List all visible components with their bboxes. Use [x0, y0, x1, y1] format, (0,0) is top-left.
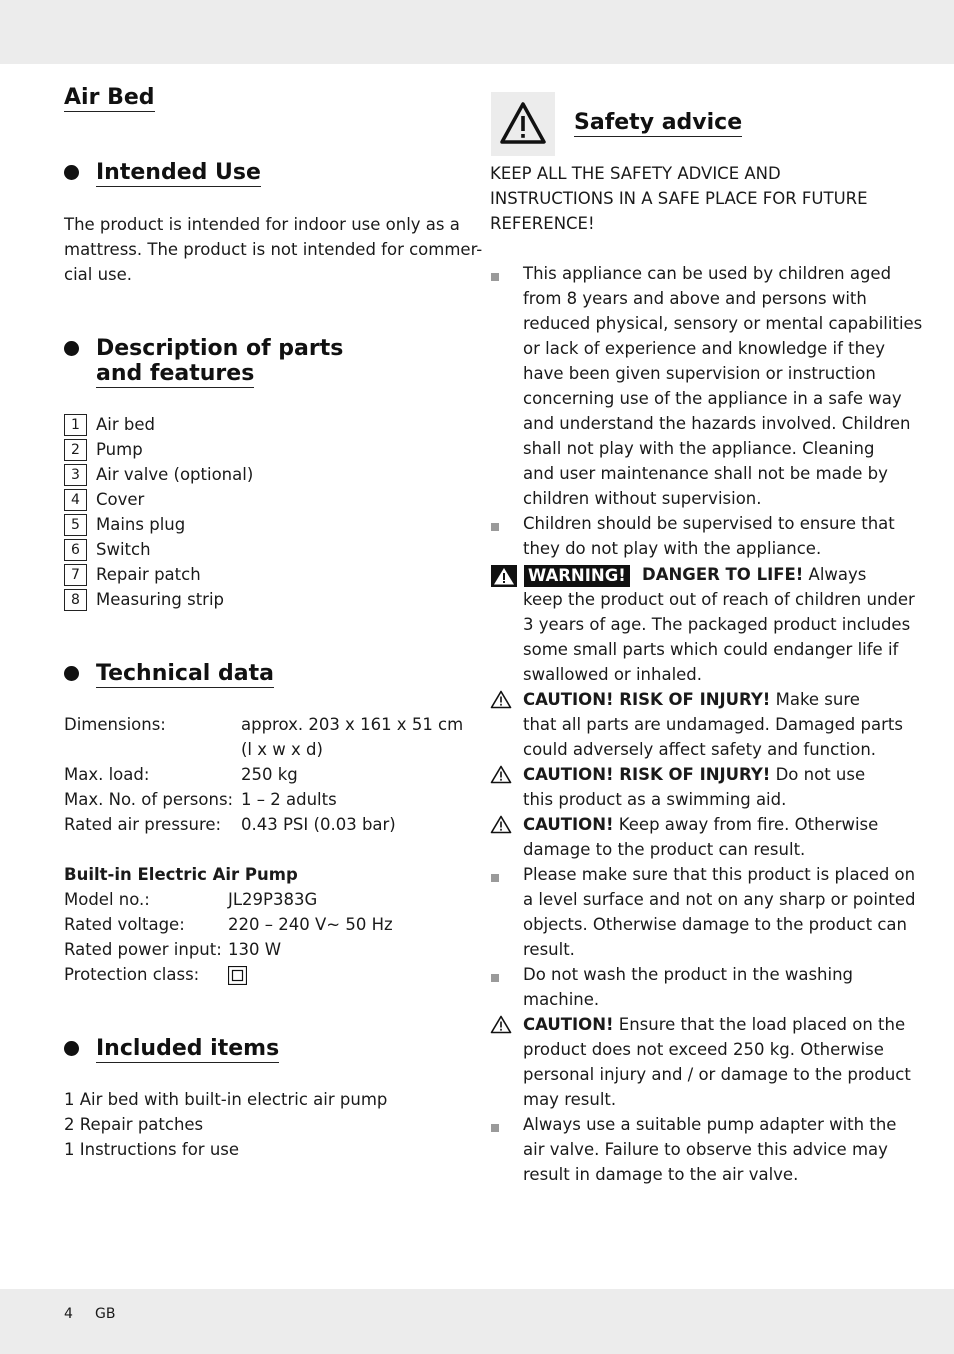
caution-first: Make sure — [775, 690, 860, 709]
part-label: Air bed — [96, 415, 155, 434]
safety-line: they do not play with the appliance. — [523, 539, 822, 558]
description-heading — [96, 336, 343, 361]
safety-line: keep the product out of reach of children under — [523, 590, 915, 609]
intended-use-line: The product is intended for indoor use only as a — [64, 215, 460, 234]
pump-label: Model no.: — [64, 890, 150, 909]
list-bullet-icon — [491, 273, 499, 281]
part-label: Mains plug — [96, 515, 186, 534]
list-bullet-icon — [491, 874, 499, 882]
part-number: 3 — [64, 464, 87, 486]
intended-use-heading — [96, 160, 261, 185]
safety-line: a level surface and not on any sharp or pointed — [523, 890, 916, 909]
tech-label: Rated air pressure: — [64, 815, 222, 834]
safety-line: from 8 years and above and persons with — [523, 289, 867, 308]
safety-line: product does not exceed 250 kg. Otherwise — [523, 1040, 884, 1059]
part-number: 1 — [64, 414, 87, 436]
part-number: 5 — [64, 514, 87, 536]
tech-label: Dimensions: — [64, 715, 166, 734]
caution-triangle-icon — [490, 815, 512, 834]
tech-value: 1 – 2 adults — [241, 790, 337, 809]
safety-line: Do not wash the product in the washing — [523, 965, 854, 984]
intended-use-heading-text: Intended Use — [96, 160, 261, 185]
safety-line: damage to the product can result. — [523, 840, 806, 859]
bullet-icon — [64, 666, 79, 681]
included-heading-text: Included items — [96, 1036, 280, 1061]
tech-value: 0.43 PSI (0.03 bar) — [241, 815, 396, 834]
pump-label: Rated power input: — [64, 940, 222, 959]
caution-triangle-icon — [490, 690, 512, 709]
tech-label: Max. load: — [64, 765, 150, 784]
warning-label: WARNING! — [524, 565, 630, 587]
caution-first: Ensure that the load placed on the — [618, 1015, 906, 1034]
safety-line: could adversely affect safety and function. — [523, 740, 877, 759]
part-label: Pump — [96, 440, 143, 459]
protection-class-ii-icon — [228, 966, 247, 985]
safety-intro-line: KEEP ALL THE SAFETY ADVICE AND — [490, 164, 781, 183]
safety-line: objects. Otherwise damage to the product can — [523, 915, 907, 934]
pump-value: 130 W — [228, 940, 282, 959]
list-bullet-icon — [491, 523, 499, 531]
caution-triangle-icon — [490, 765, 512, 784]
included-item: 2 Repair patches — [64, 1115, 204, 1134]
caution-text: CAUTION! — [523, 815, 614, 834]
warning-badge-icon — [491, 565, 517, 587]
included-item: 1 Instructions for use — [64, 1140, 240, 1159]
safety-line: shall not play with the appliance. Cleaning — [523, 439, 875, 458]
safety-line: Children should be supervised to ensure that — [523, 514, 895, 533]
page-title — [64, 85, 155, 110]
safety-warning-box — [491, 92, 555, 156]
part-label: Measuring strip — [96, 590, 225, 609]
tech-value: (l x w x d) — [241, 740, 323, 759]
safety-line-start — [523, 762, 865, 787]
safety-line: some small parts which could endanger life if — [523, 640, 899, 659]
tech-label: Max. No. of persons: — [64, 790, 234, 809]
safety-line: personal injury and / or damage to the product — [523, 1065, 911, 1084]
list-bullet-icon — [491, 1124, 499, 1132]
part-label: Repair patch — [96, 565, 201, 584]
part-number: 7 — [64, 564, 87, 586]
part-number: 8 — [64, 589, 87, 611]
pump-label: Protection class: — [64, 965, 200, 984]
safety-line: result in damage to the air valve. — [523, 1165, 799, 1184]
safety-line-start — [523, 1012, 905, 1037]
safety-line: concerning use of the appliance in a safe way — [523, 389, 902, 408]
safety-heading — [574, 110, 742, 135]
danger-first: Always — [808, 565, 867, 584]
intended-use-line: cial use. — [64, 265, 133, 284]
bullet-icon — [64, 1041, 79, 1056]
part-label: Cover — [96, 490, 145, 509]
pump-value: JL29P383G — [228, 890, 318, 909]
included-item: 1 Air bed with built-in electric air pump — [64, 1090, 388, 1109]
safety-line: this product as a swimming aid. — [523, 790, 787, 809]
part-number: 4 — [64, 489, 87, 511]
safety-line: that all parts are undamaged. Damaged parts — [523, 715, 903, 734]
description-heading-line2: and features — [96, 361, 255, 386]
safety-line: and understand the hazards involved. Children — [523, 414, 911, 433]
intended-use-line: mattress. The product is not intended for commer- — [64, 240, 483, 259]
safety-line: machine. — [523, 990, 600, 1009]
safety-line: Please make sure that this product is placed on — [523, 865, 916, 884]
technical-heading-text: Technical data — [96, 661, 274, 686]
safety-intro-line: INSTRUCTIONS IN A SAFE PLACE FOR FUTURE — [490, 189, 868, 208]
caution-text: CAUTION! — [523, 1015, 614, 1034]
part-label: Air valve (optional) — [96, 465, 254, 484]
safety-line: children without supervision. — [523, 489, 762, 508]
danger-text: DANGER TO LIFE! — [642, 565, 804, 584]
description-heading-2 — [96, 361, 254, 386]
caution-text: CAUTION! RISK OF INJURY! — [523, 690, 771, 709]
safety-line: 3 years of age. The packaged product includes — [523, 615, 911, 634]
footer-band — [0, 1289, 954, 1354]
safety-line: This appliance can be used by children aged — [523, 264, 892, 283]
page-title-text: Air Bed — [64, 85, 155, 110]
page-language: GB — [95, 1306, 116, 1322]
page-number: 4 — [64, 1306, 73, 1322]
caution-triangle-icon — [490, 1015, 512, 1034]
tech-value: approx. 203 x 161 x 51 cm — [241, 715, 464, 734]
safety-line: or lack of experience and knowledge if they — [523, 339, 885, 358]
safety-line: may result. — [523, 1090, 617, 1109]
pump-heading: Built-in Electric Air Pump — [64, 865, 298, 884]
safety-line: and user maintenance shall not be made by — [523, 464, 888, 483]
pump-value: 220 – 240 V~ 50 Hz — [228, 915, 393, 934]
safety-line: reduced physical, sensory or mental capabilities — [523, 314, 923, 333]
safety-line: have been given supervision or instruction — [523, 364, 876, 383]
description-heading-line1: Description of parts — [96, 336, 344, 361]
safety-line: swallowed or inhaled. — [523, 665, 703, 684]
safety-intro-line: REFERENCE! — [490, 214, 595, 233]
header-band — [0, 0, 954, 64]
tech-value: 250 kg — [241, 765, 298, 784]
part-number: 6 — [64, 539, 87, 561]
caution-first: Keep away from fire. Otherwise — [618, 815, 879, 834]
caution-first: Do not use — [775, 765, 866, 784]
safety-heading-text: Safety advice — [574, 110, 743, 135]
bullet-icon — [64, 341, 79, 356]
safety-line: Always use a suitable pump adapter with the — [523, 1115, 897, 1134]
pump-label: Rated voltage: — [64, 915, 185, 934]
safety-line-start — [523, 687, 860, 712]
warning-triangle-icon — [491, 92, 555, 156]
technical-heading — [96, 661, 274, 686]
caution-text: CAUTION! RISK OF INJURY! — [523, 765, 771, 784]
included-heading — [96, 1036, 279, 1061]
safety-line: air valve. Failure to observe this advice may — [523, 1140, 888, 1159]
bullet-icon — [64, 165, 79, 180]
safety-line-start — [642, 562, 866, 587]
list-bullet-icon — [491, 974, 499, 982]
part-label: Switch — [96, 540, 151, 559]
safety-line-start — [523, 812, 878, 837]
part-number: 2 — [64, 439, 87, 461]
safety-line: result. — [523, 940, 575, 959]
